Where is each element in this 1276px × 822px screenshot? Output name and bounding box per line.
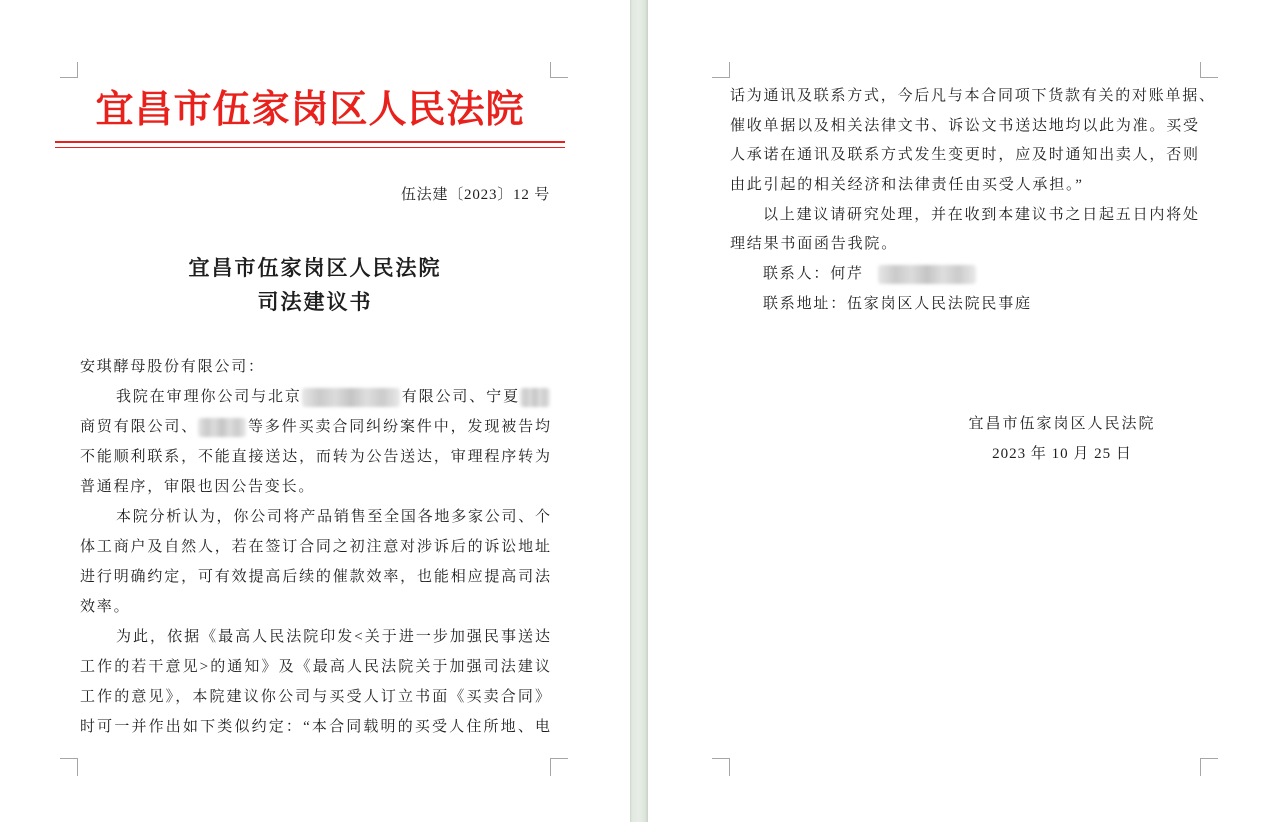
signature-court: 宜昌市伍家岗区人民法院 bbox=[968, 416, 1156, 432]
document-page-left[interactable] bbox=[0, 0, 630, 822]
paragraph-line: 由此引起的相关经济和法律责任由买受人承担。” bbox=[730, 177, 1084, 194]
paragraph-line bbox=[80, 412, 550, 442]
text-segment: 等多件买卖合同纠纷案件中，发现被告均 bbox=[246, 419, 550, 435]
paragraph-line: 效率。 bbox=[80, 599, 131, 615]
paragraph-line: 以上建议请研究处理，并在收到本建议书之日起五日内将处 bbox=[763, 206, 1198, 223]
court-red-header: 宜昌市伍家岗区人民法院 bbox=[95, 89, 525, 131]
contact-address: 联系地址：伍家岗区人民法院民事庭 bbox=[763, 295, 1032, 312]
title-document-type: 司法建议书 bbox=[257, 290, 373, 314]
document-page-right[interactable] bbox=[648, 0, 1276, 822]
paragraph-line: 本院分析认为，你公司将产品销售至全国各地多家公司、个 bbox=[116, 509, 550, 525]
paragraph-line: 不能顺利联系，不能直接送达，而转为公告送达，审理程序转为 bbox=[80, 449, 550, 465]
document-title bbox=[80, 251, 550, 319]
body-text-left bbox=[80, 352, 550, 742]
page-separator bbox=[630, 0, 648, 822]
header-red-rule-thin bbox=[55, 147, 565, 148]
margin-mark-top-right bbox=[550, 62, 568, 78]
contact-person: 联系人：何芹 bbox=[763, 266, 864, 283]
paragraph-line: 话为通讯及联系方式，今后凡与本合同项下货款有关的对账单据、 bbox=[730, 88, 1214, 104]
addressee: 安琪酵母股份有限公司： bbox=[80, 359, 265, 375]
paragraph-line: 为此，依据《最高人民法院印发<关于进一步加强民事送达 bbox=[116, 629, 550, 645]
margin-mark-bottom-right bbox=[1200, 758, 1218, 776]
paragraph-line: 工作的若干意见>的通知》及《最高人民法院关于加强司法建议 bbox=[80, 659, 550, 675]
text-segment: 商贸有限公司、 bbox=[80, 419, 199, 435]
redaction-blur bbox=[878, 265, 976, 284]
header-red-rule-thick bbox=[55, 141, 565, 143]
redaction-blur bbox=[198, 418, 246, 437]
margin-mark-bottom-left bbox=[60, 758, 78, 776]
paragraph-line: 理结果书面函告我院。 bbox=[730, 236, 899, 253]
margin-mark-top-left bbox=[60, 62, 78, 78]
paragraph-line: 工作的意见》，本院建议你公司与买受人订立书面《买卖合同》 bbox=[80, 689, 550, 705]
redaction-blur bbox=[302, 388, 400, 407]
paragraph-line: 时可一并作出如下类似约定：“本合同载明的买受人住所地、电 bbox=[80, 719, 550, 735]
text-segment: 我院在审理你公司与北京 bbox=[116, 389, 302, 405]
title-court-name: 宜昌市伍家岗区人民法院 bbox=[188, 256, 442, 280]
text-segment: 有限公司、宁夏 bbox=[399, 389, 520, 405]
redaction-blur bbox=[520, 388, 550, 407]
paragraph-line: 人承诺在通讯及联系方式发生变更时，应及时通知出卖人，否则 bbox=[730, 147, 1198, 164]
paragraph-line: 进行明确约定，可有效提高后续的催款效率，也能相应提高司法 bbox=[80, 569, 550, 585]
margin-mark-top-left bbox=[712, 62, 730, 78]
margin-mark-top-right bbox=[1200, 62, 1218, 78]
document-number: 伍法建〔2023〕12 号 bbox=[400, 187, 550, 203]
body-text-right bbox=[730, 82, 1214, 320]
signature-date: 2023 年 10 月 25 日 bbox=[992, 446, 1132, 462]
paragraph-line bbox=[80, 382, 550, 412]
margin-mark-bottom-left bbox=[712, 758, 730, 776]
paragraph-line: 普通程序，审限也因公告变长。 bbox=[80, 479, 316, 495]
paragraph-line: 体工商户及自然人，若在签订合同之初注意对涉诉后的诉讼地址 bbox=[80, 539, 550, 555]
signature-block bbox=[960, 409, 1164, 469]
margin-mark-bottom-right bbox=[550, 758, 568, 776]
paragraph-line: 催收单据以及相关法律文书、诉讼文书送达地均以此为准。买受 bbox=[730, 117, 1198, 134]
contact-person-line bbox=[730, 260, 1198, 290]
